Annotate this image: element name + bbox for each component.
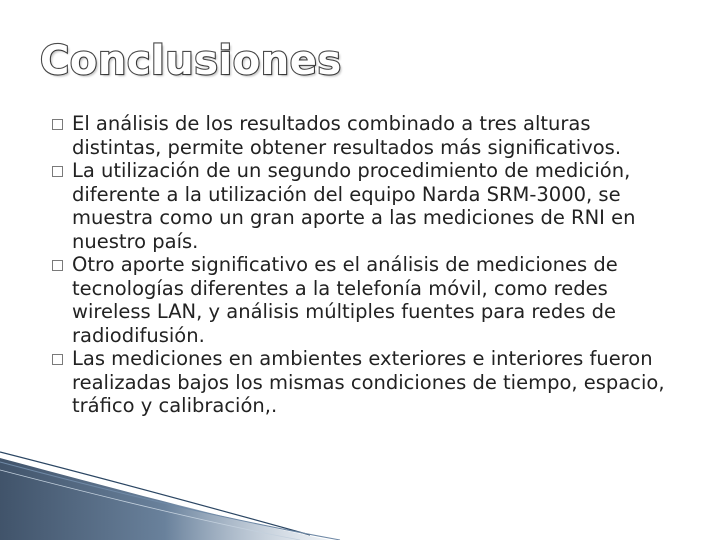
square-bullet-icon [52,166,63,177]
list-item-text: Las mediciones en ambientes exteriores e interiores fueron realizadas bajos los mismas condiciones de tiempo, espacio, tráfico y calibración,. [72,347,665,417]
list-item [52,253,672,347]
square-bullet-icon [52,260,63,271]
list-item-text: Otro aporte significativo es el análisis de mediciones de tecnologías diferentes a la telefonía móvil, como redes wireless LAN, y análisis múltiples fuentes para redes de radiodifusión. [72,253,618,347]
square-bullet-icon [52,354,63,365]
list-item [52,159,672,253]
slide-title: Conclusiones [40,38,342,84]
list-item-text: El análisis de los resultados combinado a tres alturas distintas, permite obtener resultados más significativos. [72,112,622,159]
square-bullet-icon [52,119,63,130]
bullet-list [52,112,672,418]
list-item [52,112,672,159]
list-item [52,347,672,418]
list-item-text: La utilización de un segundo procedimiento de medición, diferente a la utilización del equipo Narda SRM-3000, se muestra como un gran aporte a las mediciones de RNI en nuestro país. [72,159,636,253]
